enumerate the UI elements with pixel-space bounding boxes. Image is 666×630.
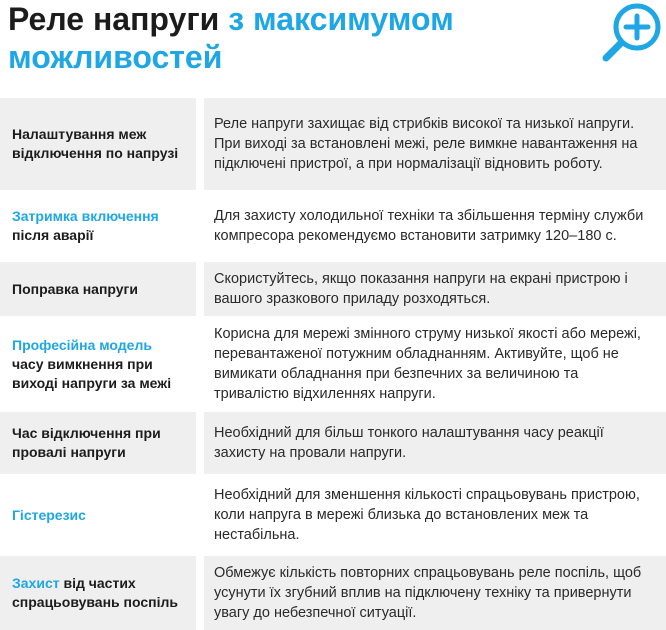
page-title bbox=[8, 0, 588, 76]
label-highlight: Професійна модель bbox=[12, 336, 152, 353]
label-text: Поправка напруги bbox=[12, 280, 138, 297]
title-part-blue: з максимумом можливостей bbox=[8, 1, 454, 75]
row-description: Необхідний для більш тонкого налаштування часу реакції захисту на провали напруги. bbox=[204, 412, 666, 474]
row-label bbox=[0, 556, 196, 630]
zoom-plus-icon bbox=[600, 0, 664, 66]
label-highlight: Затримка включення bbox=[12, 208, 159, 224]
row-label bbox=[0, 322, 196, 406]
row-label bbox=[0, 98, 196, 190]
label-text: Налаштування меж відключення по напрузі bbox=[12, 126, 179, 161]
row-description: Скористуйтесь, якщо показання напруги на екрані пристрою і вашого зразкового приладу розходяться. bbox=[204, 262, 666, 316]
table-row bbox=[0, 412, 666, 474]
title-part-dark: Реле напруги bbox=[8, 1, 229, 37]
row-label bbox=[0, 412, 196, 474]
row-description: Обмежує кількість повторних спрацьовувань реле поспіль, щоб усунути їх згубний вплив на підключену техніку та привернути увагу до небезпечної ситуації. bbox=[204, 556, 666, 630]
row-label bbox=[0, 480, 196, 550]
label-text: часу вимкнення при виході напруги за межі bbox=[12, 355, 172, 391]
row-description: Для захисту холодильної техніки та збільшення терміну служби компресора рекомендуємо встановити затримку 120–180 с. bbox=[214, 208, 644, 244]
table-row bbox=[0, 98, 666, 190]
row-description: Реле напруги захищає від стрибків високої та низької напруги. При виході за встановлені межі, реле вимкне навантаження на підключені пристрої, а при нормалізації відновить роботу. bbox=[204, 98, 666, 190]
label-text: після аварії bbox=[12, 227, 94, 243]
row-description: Необхідний для зменшення кількості спрацьовувань пристрою, коли напруга в мережі близька до встановлених меж та нестабільна. bbox=[214, 487, 640, 543]
label-text: Час відключення при провалі напруги bbox=[12, 425, 161, 460]
label-highlight: Гістерезис bbox=[12, 506, 86, 523]
table-row bbox=[0, 322, 666, 406]
table-row bbox=[0, 262, 666, 316]
header bbox=[0, 0, 666, 92]
features-table bbox=[0, 98, 666, 630]
table-row bbox=[0, 480, 666, 550]
row-label bbox=[0, 262, 196, 316]
table-row bbox=[0, 196, 666, 256]
label-text: від частих спрацьовувань поспіль bbox=[12, 575, 179, 610]
row-label bbox=[0, 196, 196, 256]
row-description: Корисна для мережі змінного струму низької якості або мережі, перевантаженої потужним обладнанням. Активуйте, щоб не вимикати обладнання при безпечних за величиною та тривалістю відхиленнях напруги. bbox=[214, 326, 641, 402]
table-row bbox=[0, 556, 666, 630]
label-highlight: Захист bbox=[12, 575, 60, 591]
